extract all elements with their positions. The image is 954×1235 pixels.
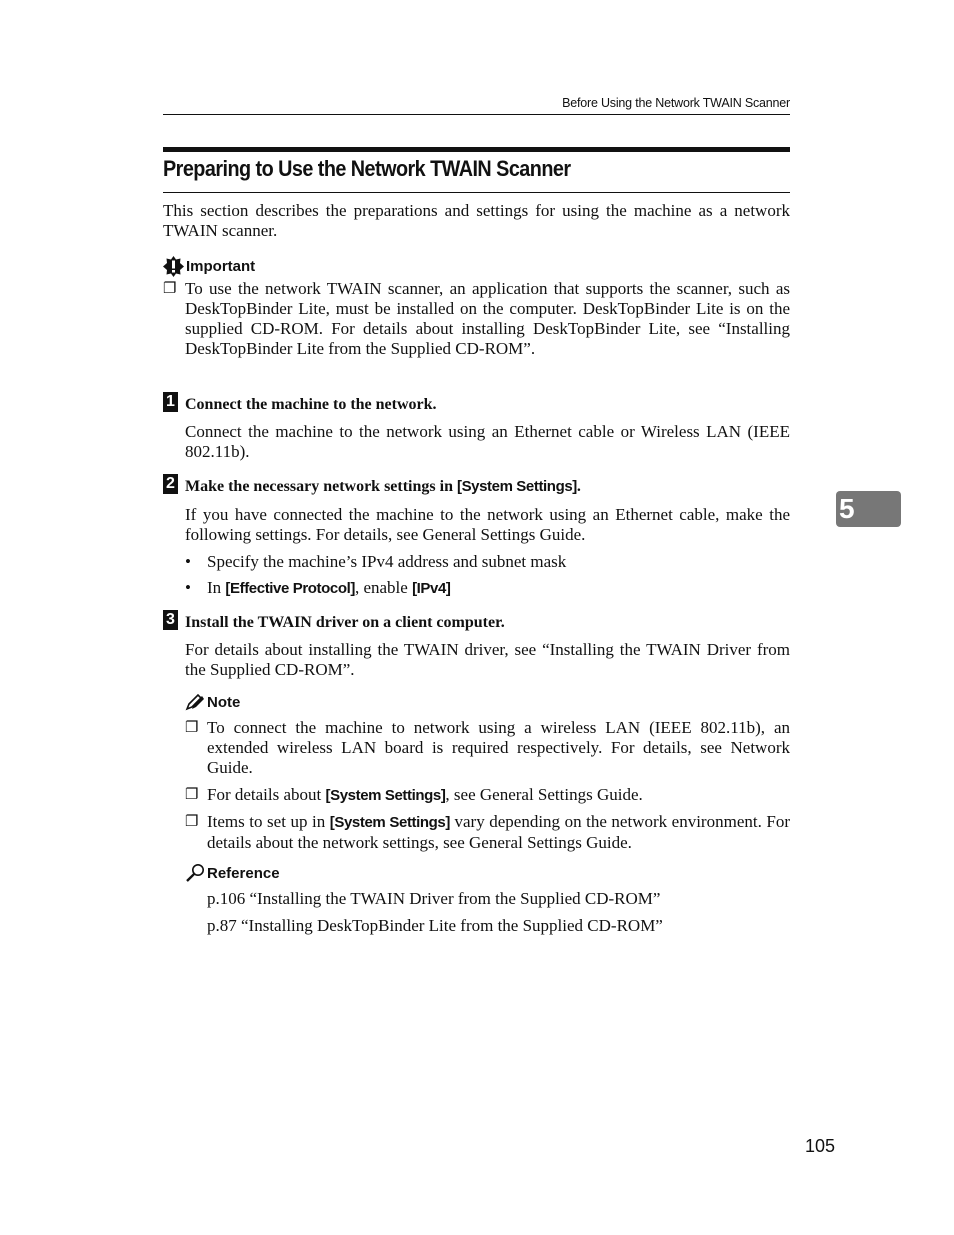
note-item	[185, 718, 790, 778]
system-settings-keyword: [System Settings]	[325, 787, 446, 804]
bullet-item	[185, 552, 790, 572]
note-item-text: To connect the machine to network using a wireless LAN (IEEE 802.11b), an extended wireless LAN board is required respectively. For details, see Network Guide.	[207, 718, 790, 777]
important-item-text: To use the network TWAIN scanner, an application that supports the scanner, such as DeskTopBinder Lite, must be installed on the computer. DeskTopBinder Lite is on the supplied CD-ROM. For details about installing DeskTopBinder Lite, see “Installing DeskTopBinder Lite from the Supplied CD-ROM”.	[185, 279, 790, 358]
bullet-icon: •	[185, 578, 191, 597]
intro-paragraph: This section describes the preparations and settings for using the machine as a network TWAIN scanner.	[163, 201, 790, 240]
note-item-pre: For details about	[207, 785, 326, 804]
note-item-pre: Items to set up in	[207, 812, 330, 831]
step-3-heading-text: Install the TWAIN driver on a client computer.	[185, 614, 505, 631]
step-3-body: For details about installing the TWAIN driver, see “Installing the TWAIN Driver from the Supplied CD-ROM”.	[185, 640, 790, 679]
running-header: Before Using the Network TWAIN Scanner	[562, 96, 790, 110]
note-item-post: vary depending on the network environment. For details about the network settings, see General Settings Guide.	[207, 812, 790, 852]
note-label	[185, 693, 240, 711]
note-item	[185, 785, 790, 806]
system-settings-keyword: [System Settings]	[329, 814, 450, 831]
reference-link-1[interactable]: p.106 “Installing the TWAIN Driver from the Supplied CD-ROM”	[207, 889, 661, 908]
step-2-heading-pre: Make the necessary network settings in	[185, 478, 457, 495]
checkbox-icon: ❐	[185, 787, 199, 803]
bullet-text	[207, 578, 451, 599]
checkbox-icon: ❐	[185, 814, 199, 830]
important-item	[163, 279, 790, 359]
magnifier-icon	[185, 863, 205, 883]
bullet-icon: •	[185, 552, 191, 571]
step-number-2: 2	[163, 474, 178, 494]
bullet-text-pre: In	[207, 578, 226, 597]
bullet-item	[185, 578, 790, 599]
step-number-1: 1	[163, 392, 178, 412]
reference-link-2[interactable]: p.87 “Installing DeskTopBinder Lite from the Supplied CD-ROM”	[207, 916, 663, 935]
step-2-heading-post: .	[576, 478, 581, 495]
ipv4-keyword: [IPv4]	[412, 580, 451, 597]
title-rule-top	[163, 147, 790, 152]
step-1-body: Connect the machine to the network using an Ethernet cable or Wireless LAN (IEEE 802.11b).	[185, 422, 790, 461]
note-item-text	[207, 785, 790, 806]
note-item	[185, 812, 790, 853]
bullet-text-mid: , enable	[354, 578, 413, 597]
system-settings-keyword: [System Settings]	[456, 478, 577, 495]
step-1-heading-text: Connect the machine to the network.	[185, 396, 437, 413]
important-icon	[163, 256, 184, 277]
step-3-heading	[163, 610, 505, 632]
step-1-heading	[163, 392, 437, 414]
bullet-text: Specify the machine’s IPv4 address and subnet mask	[207, 552, 567, 571]
note-item-text	[207, 812, 790, 853]
page-number: 105	[804, 1136, 835, 1156]
step-2-heading-text	[185, 474, 581, 496]
reference-label	[185, 863, 280, 883]
note-item-post: , see General Settings Guide.	[445, 785, 643, 804]
effective-protocol-keyword: [Effective Protocol]	[225, 580, 355, 597]
important-label-text: Important	[186, 258, 256, 275]
important-label	[163, 256, 255, 277]
checkbox-icon: ❐	[185, 720, 199, 736]
pencil-icon	[185, 693, 205, 711]
reference-label-text: Reference	[207, 864, 280, 882]
checkbox-icon: ❐	[163, 281, 177, 297]
chapter-number: 5	[839, 493, 855, 524]
step-number-3: 3	[163, 610, 178, 630]
step-2-body: If you have connected the machine to the network using an Ethernet cable, make the following settings. For details, see General Settings Guide.	[185, 505, 790, 544]
title-rule-bottom	[163, 192, 790, 193]
note-label-text: Note	[207, 693, 241, 711]
step-2-heading	[163, 474, 581, 496]
header-rule	[163, 114, 790, 115]
chapter-tab	[836, 491, 901, 527]
page-title: Preparing to Use the Network TWAIN Scanner	[163, 156, 571, 181]
